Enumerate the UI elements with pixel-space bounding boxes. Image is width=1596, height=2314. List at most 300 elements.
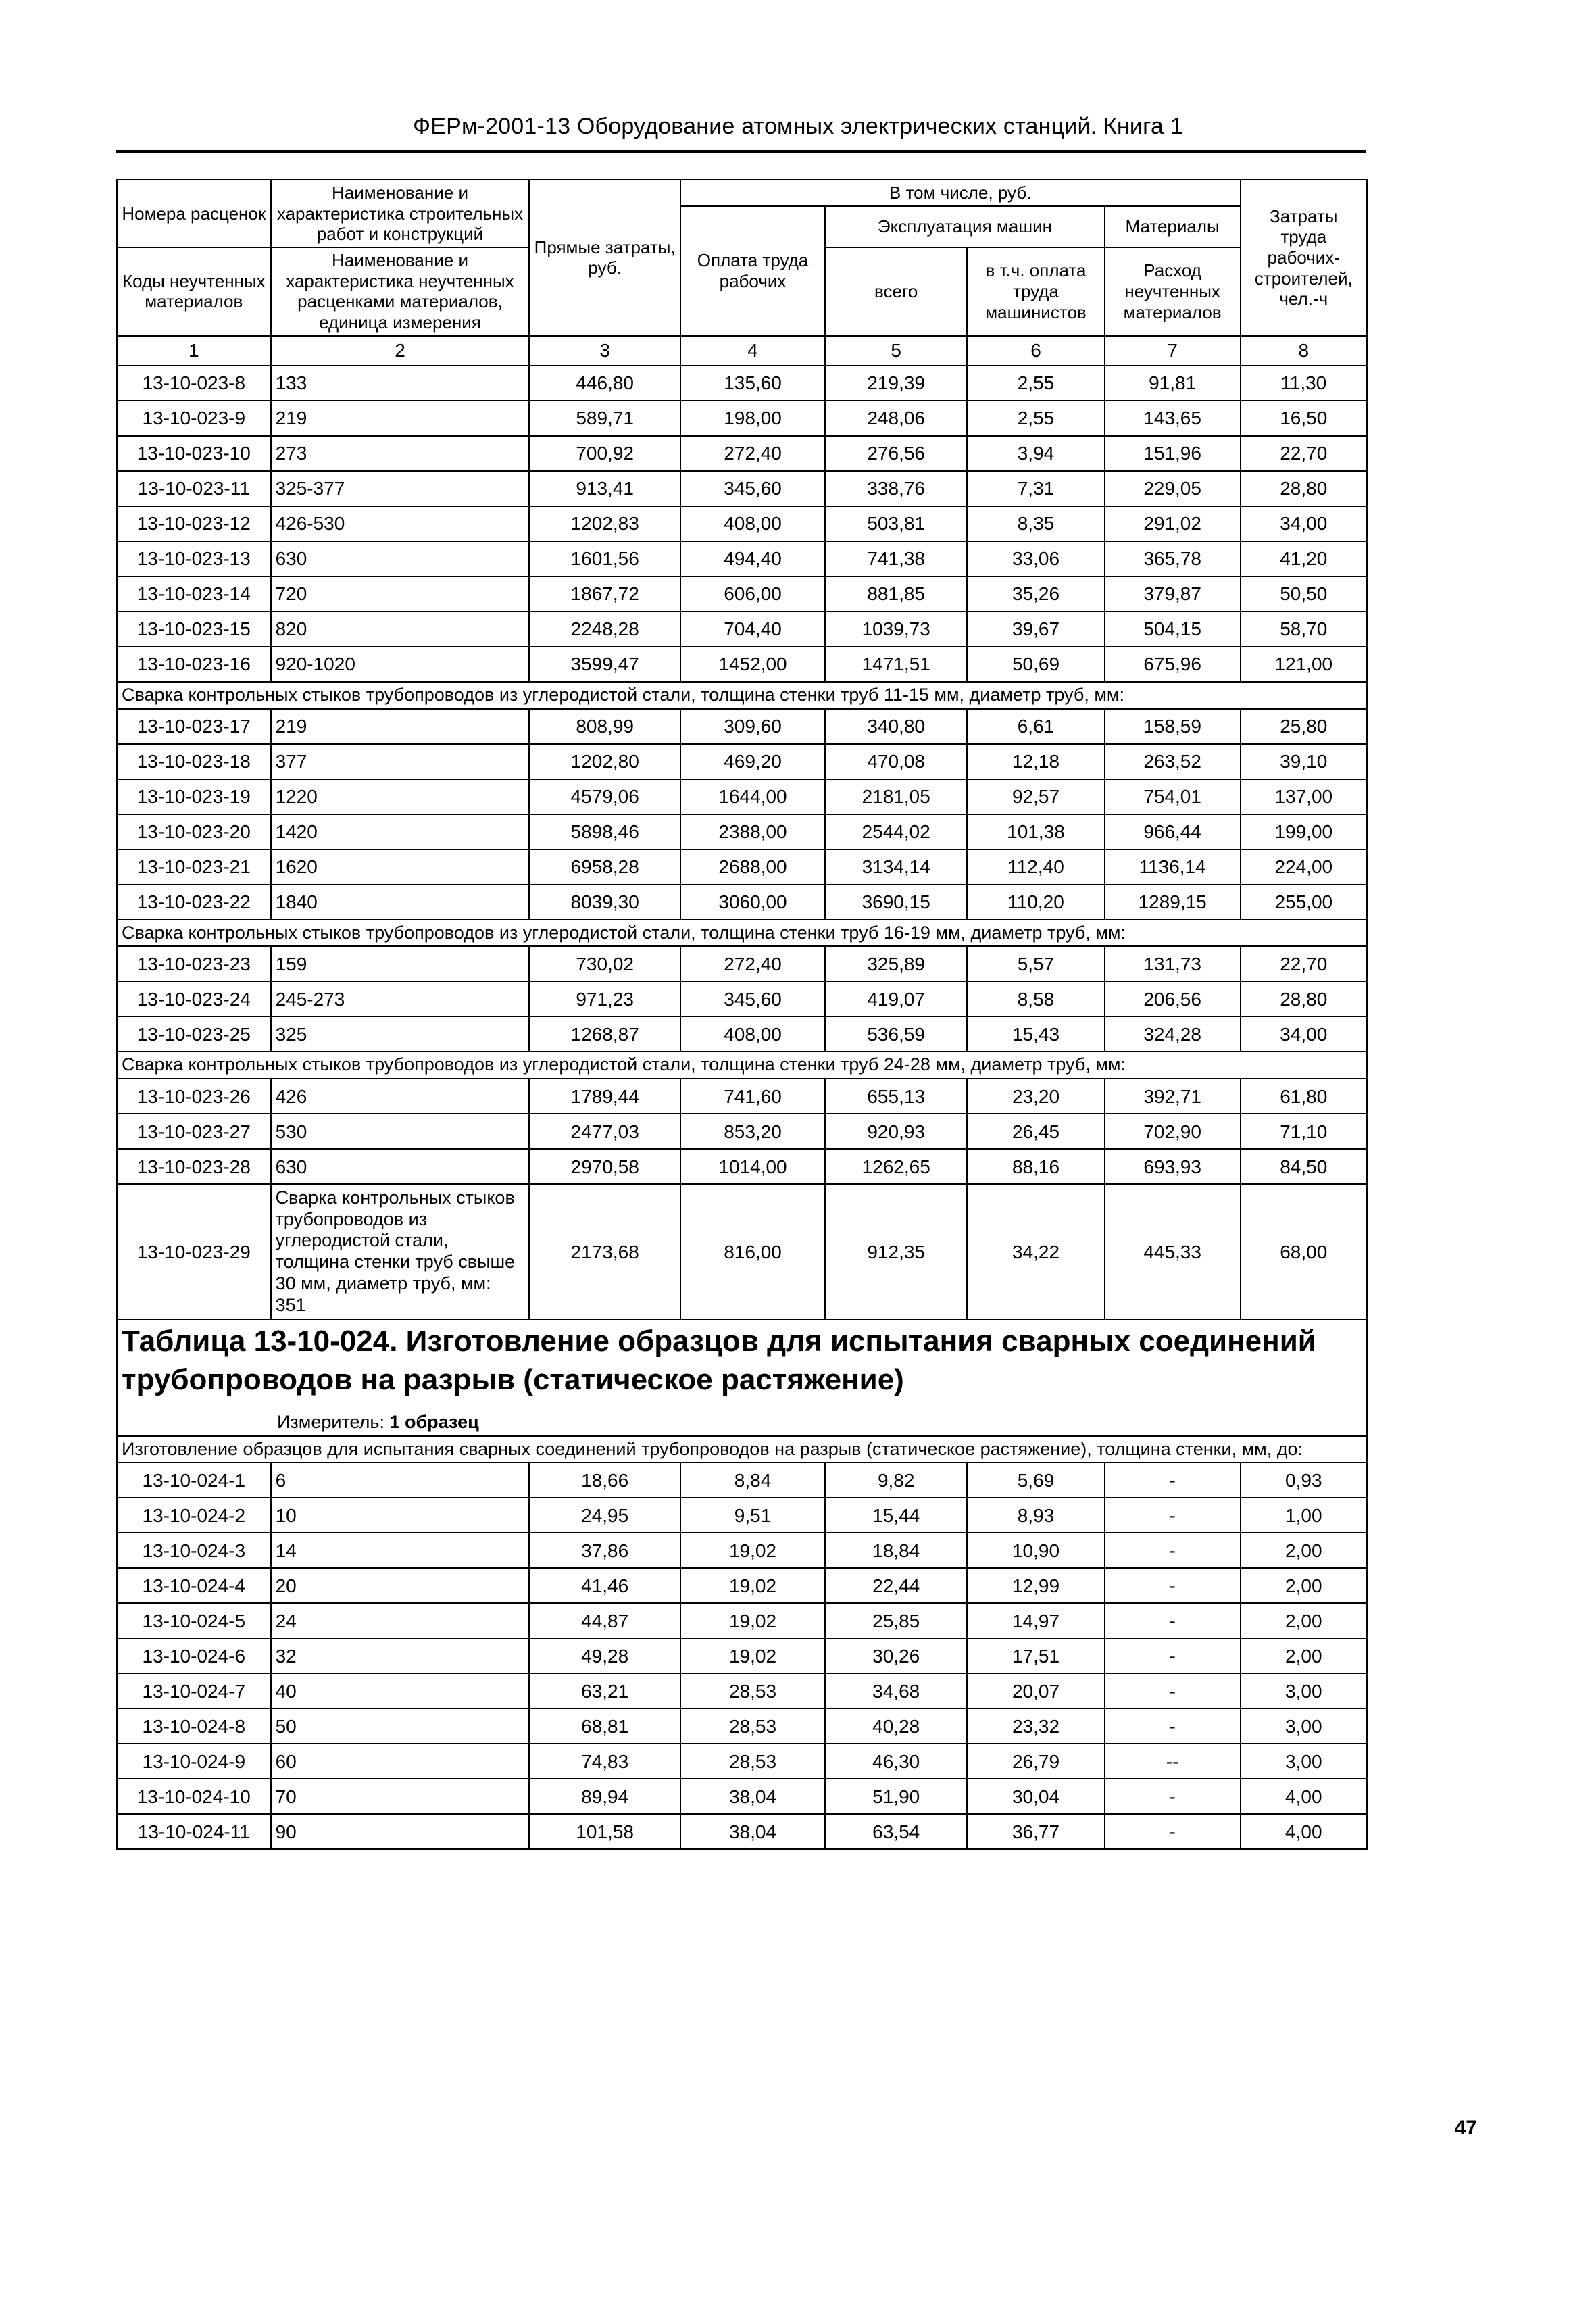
row-material-consumption: 754,01 bbox=[1105, 779, 1241, 814]
row-material-consumption: 324,28 bbox=[1105, 1016, 1241, 1052]
row-material-consumption: - bbox=[1105, 1568, 1241, 1603]
table-row bbox=[117, 1603, 1367, 1638]
row-machines-total: 1471,51 bbox=[825, 647, 967, 682]
table-024-title-row bbox=[117, 1319, 1367, 1435]
row-name: 6 bbox=[271, 1462, 530, 1498]
row-worker-pay: 3060,00 bbox=[680, 885, 825, 920]
row-machinist-pay: 112,40 bbox=[967, 850, 1104, 885]
row-labor-costs: 28,80 bbox=[1241, 981, 1367, 1016]
column-number-row bbox=[117, 336, 1367, 366]
row-labor-costs: 4,00 bbox=[1241, 1814, 1367, 1849]
row-worker-pay: 408,00 bbox=[680, 506, 825, 541]
row-direct-costs: 1202,83 bbox=[529, 506, 680, 541]
table-024-title: Таблица 13-10-024. Изготовление образцов для испытания сварных соединений трубопроводов на разрыв (статическое растяжение) bbox=[122, 1325, 1316, 1397]
row-machinist-pay: 36,77 bbox=[967, 1814, 1104, 1849]
row-code: 13-10-024-8 bbox=[117, 1708, 271, 1744]
row-name: 720 bbox=[271, 576, 530, 612]
table-row bbox=[117, 779, 1367, 814]
col-number-1: 1 bbox=[117, 336, 271, 366]
row-code: 13-10-023-25 bbox=[117, 1016, 271, 1052]
row-worker-pay: 198,00 bbox=[680, 401, 825, 436]
row-material-consumption: 151,96 bbox=[1105, 436, 1241, 471]
row-machinist-pay: 35,26 bbox=[967, 576, 1104, 612]
row-labor-costs: 61,80 bbox=[1241, 1079, 1367, 1114]
row-material-consumption: 675,96 bbox=[1105, 647, 1241, 682]
row-direct-costs: 446,80 bbox=[529, 366, 680, 401]
row-material-consumption: 392,71 bbox=[1105, 1079, 1241, 1114]
row-code: 13-10-023-17 bbox=[117, 709, 271, 744]
table-row bbox=[117, 885, 1367, 920]
row-code: 13-10-023-11 bbox=[117, 471, 271, 506]
row-material-consumption: 229,05 bbox=[1105, 471, 1241, 506]
row-machines-total: 881,85 bbox=[825, 576, 967, 612]
row-machines-total: 9,82 bbox=[825, 1462, 967, 1498]
row-direct-costs: 3599,47 bbox=[529, 647, 680, 682]
running-head-rule bbox=[116, 150, 1366, 153]
col-number-2: 2 bbox=[271, 336, 530, 366]
row-name: 14 bbox=[271, 1533, 530, 1568]
row-direct-costs: 18,66 bbox=[529, 1462, 680, 1498]
row-name: 1420 bbox=[271, 814, 530, 850]
row-labor-costs: 1,00 bbox=[1241, 1498, 1367, 1533]
row-code: 13-10-024-6 bbox=[117, 1638, 271, 1673]
row-worker-pay: 345,60 bbox=[680, 981, 825, 1016]
row-machinist-pay: 101,38 bbox=[967, 814, 1104, 850]
header-cell-group-machines: Эксплуатация машин bbox=[825, 206, 1105, 247]
row-code: 13-10-024-9 bbox=[117, 1744, 271, 1779]
row-worker-pay: 19,02 bbox=[680, 1568, 825, 1603]
row-code: 13-10-023-22 bbox=[117, 885, 271, 920]
row-code: 13-10-023-24 bbox=[117, 981, 271, 1016]
row-name: 70 bbox=[271, 1779, 530, 1814]
row-code: 13-10-023-26 bbox=[117, 1079, 271, 1114]
row-machinist-pay: 110,20 bbox=[967, 885, 1104, 920]
row-material-consumption: 445,33 bbox=[1105, 1184, 1241, 1319]
header-cell-name-top: Наименование и характеристика строительных работ и конструкций bbox=[271, 180, 530, 247]
row-labor-costs: 2,00 bbox=[1241, 1603, 1367, 1638]
row-machines-total: 2181,05 bbox=[825, 779, 967, 814]
row-machines-total: 18,84 bbox=[825, 1533, 967, 1568]
row-machinist-pay: 12,18 bbox=[967, 744, 1104, 779]
row-direct-costs: 5898,46 bbox=[529, 814, 680, 850]
row-machinist-pay: 2,55 bbox=[967, 401, 1104, 436]
table-head bbox=[117, 180, 1367, 366]
table-row bbox=[117, 1673, 1367, 1708]
row-worker-pay: 28,53 bbox=[680, 1673, 825, 1708]
table-row bbox=[117, 541, 1367, 576]
header-row-1 bbox=[117, 180, 1367, 206]
table-row bbox=[117, 1779, 1367, 1814]
row-labor-costs: 71,10 bbox=[1241, 1114, 1367, 1149]
table-row bbox=[117, 981, 1367, 1016]
row-machinist-pay: 92,57 bbox=[967, 779, 1104, 814]
row-code: 13-10-023-20 bbox=[117, 814, 271, 850]
section-title-row bbox=[117, 920, 1367, 947]
row-machines-total: 25,85 bbox=[825, 1603, 967, 1638]
row-machinist-pay: 2,55 bbox=[967, 366, 1104, 401]
row-direct-costs: 700,92 bbox=[529, 436, 680, 471]
header-cell-labor-costs: Затраты труда рабочих-строителей, чел.-ч bbox=[1241, 180, 1367, 336]
row-direct-costs: 1268,87 bbox=[529, 1016, 680, 1052]
row-material-consumption: -- bbox=[1105, 1744, 1241, 1779]
row-worker-pay: 135,60 bbox=[680, 366, 825, 401]
row-code: 13-10-024-7 bbox=[117, 1673, 271, 1708]
row-labor-costs: 255,00 bbox=[1241, 885, 1367, 920]
row-worker-pay: 606,00 bbox=[680, 576, 825, 612]
row-machines-total: 340,80 bbox=[825, 709, 967, 744]
row-name: 60 bbox=[271, 1744, 530, 1779]
row-worker-pay: 469,20 bbox=[680, 744, 825, 779]
row-labor-costs: 25,80 bbox=[1241, 709, 1367, 744]
table-024-description-row bbox=[117, 1436, 1367, 1463]
row-worker-pay: 19,02 bbox=[680, 1638, 825, 1673]
row-code: 13-10-024-2 bbox=[117, 1498, 271, 1533]
table-row bbox=[117, 1114, 1367, 1149]
row-labor-costs: 137,00 bbox=[1241, 779, 1367, 814]
section-title-row bbox=[117, 682, 1367, 709]
row-code: 13-10-024-11 bbox=[117, 1814, 271, 1849]
row-code: 13-10-023-10 bbox=[117, 436, 271, 471]
row-worker-pay: 2388,00 bbox=[680, 814, 825, 850]
table-row bbox=[117, 744, 1367, 779]
col-number-7: 7 bbox=[1105, 336, 1241, 366]
row-code: 13-10-024-1 bbox=[117, 1462, 271, 1498]
row-machines-total: 15,44 bbox=[825, 1498, 967, 1533]
row-labor-costs: 121,00 bbox=[1241, 647, 1367, 682]
row-name: 377 bbox=[271, 744, 530, 779]
table-row bbox=[117, 1814, 1367, 1849]
row-direct-costs: 101,58 bbox=[529, 1814, 680, 1849]
table-024-title-cell bbox=[117, 1319, 1367, 1435]
row-worker-pay: 1452,00 bbox=[680, 647, 825, 682]
table-row bbox=[117, 1533, 1367, 1568]
row-material-consumption: - bbox=[1105, 1603, 1241, 1638]
row-machinist-pay: 17,51 bbox=[967, 1638, 1104, 1673]
table-row bbox=[117, 1498, 1367, 1533]
col-number-4: 4 bbox=[680, 336, 825, 366]
row-machinist-pay: 14,97 bbox=[967, 1603, 1104, 1638]
table-row bbox=[117, 709, 1367, 744]
row-code: 13-10-024-10 bbox=[117, 1779, 271, 1814]
row-name: 1620 bbox=[271, 850, 530, 885]
row-machinist-pay: 88,16 bbox=[967, 1149, 1104, 1184]
row-machinist-pay: 10,90 bbox=[967, 1533, 1104, 1568]
row-machinist-pay: 6,61 bbox=[967, 709, 1104, 744]
measure-line bbox=[277, 1412, 1362, 1433]
row-worker-pay: 408,00 bbox=[680, 1016, 825, 1052]
row-worker-pay: 741,60 bbox=[680, 1079, 825, 1114]
row-material-consumption: - bbox=[1105, 1708, 1241, 1744]
row-material-consumption: 1289,15 bbox=[1105, 885, 1241, 920]
table-row bbox=[117, 576, 1367, 612]
row-machinist-pay: 33,06 bbox=[967, 541, 1104, 576]
row-machinist-pay: 8,93 bbox=[967, 1498, 1104, 1533]
row-name: 630 bbox=[271, 1149, 530, 1184]
row-labor-costs: 41,20 bbox=[1241, 541, 1367, 576]
row-machines-total: 419,07 bbox=[825, 981, 967, 1016]
row-material-consumption: 291,02 bbox=[1105, 506, 1241, 541]
row-name: 245-273 bbox=[271, 981, 530, 1016]
row-code: 13-10-024-3 bbox=[117, 1533, 271, 1568]
row-name: 630 bbox=[271, 541, 530, 576]
row-name: 920-1020 bbox=[271, 647, 530, 682]
row-direct-costs: 1202,80 bbox=[529, 744, 680, 779]
row-machines-total: 40,28 bbox=[825, 1708, 967, 1744]
col-number-8: 8 bbox=[1241, 336, 1367, 366]
row-machines-total: 325,89 bbox=[825, 946, 967, 981]
row-direct-costs: 2477,03 bbox=[529, 1114, 680, 1149]
row-labor-costs: 34,00 bbox=[1241, 506, 1367, 541]
row-code: 13-10-023-8 bbox=[117, 366, 271, 401]
table-body bbox=[117, 366, 1367, 1850]
row-worker-pay: 853,20 bbox=[680, 1114, 825, 1149]
row-labor-costs: 28,80 bbox=[1241, 471, 1367, 506]
row-material-consumption: - bbox=[1105, 1462, 1241, 1498]
row-direct-costs: 37,86 bbox=[529, 1533, 680, 1568]
row-name: 1220 bbox=[271, 779, 530, 814]
row-labor-costs: 11,30 bbox=[1241, 366, 1367, 401]
row-name: 219 bbox=[271, 401, 530, 436]
row-name: 133 bbox=[271, 366, 530, 401]
row-name: 10 bbox=[271, 1498, 530, 1533]
row-direct-costs: 1601,56 bbox=[529, 541, 680, 576]
row-direct-costs: 24,95 bbox=[529, 1498, 680, 1533]
row-material-consumption: 143,65 bbox=[1105, 401, 1241, 436]
row-direct-costs: 2173,68 bbox=[529, 1184, 680, 1319]
row-machines-total: 248,06 bbox=[825, 401, 967, 436]
table-row bbox=[117, 1708, 1367, 1744]
row-direct-costs: 63,21 bbox=[529, 1673, 680, 1708]
row-machinist-pay: 7,31 bbox=[967, 471, 1104, 506]
row-name: 159 bbox=[271, 946, 530, 981]
table-row bbox=[117, 471, 1367, 506]
row-machinist-pay: 8,35 bbox=[967, 506, 1104, 541]
row-labor-costs: 22,70 bbox=[1241, 946, 1367, 981]
row-machinist-pay: 23,32 bbox=[967, 1708, 1104, 1744]
table-row bbox=[117, 1079, 1367, 1114]
row-direct-costs: 913,41 bbox=[529, 471, 680, 506]
row-code: 13-10-023-27 bbox=[117, 1114, 271, 1149]
row-machines-total: 338,76 bbox=[825, 471, 967, 506]
row-name: 530 bbox=[271, 1114, 530, 1149]
row-machinist-pay: 12,99 bbox=[967, 1568, 1104, 1603]
table-row bbox=[117, 401, 1367, 436]
row-direct-costs: 2248,28 bbox=[529, 612, 680, 647]
row-direct-costs: 2970,58 bbox=[529, 1149, 680, 1184]
row-worker-pay: 38,04 bbox=[680, 1814, 825, 1849]
row-name: 50 bbox=[271, 1708, 530, 1744]
table-row bbox=[117, 366, 1367, 401]
row-labor-costs: 2,00 bbox=[1241, 1568, 1367, 1603]
row-direct-costs: 971,23 bbox=[529, 981, 680, 1016]
row-machinist-pay: 8,58 bbox=[967, 981, 1104, 1016]
row-code: 13-10-024-4 bbox=[117, 1568, 271, 1603]
col-number-6: 6 bbox=[967, 336, 1104, 366]
row-labor-costs: 224,00 bbox=[1241, 850, 1367, 885]
row-direct-costs: 89,94 bbox=[529, 1779, 680, 1814]
row-machines-total: 1039,73 bbox=[825, 612, 967, 647]
row-machines-total: 3134,14 bbox=[825, 850, 967, 885]
header-cell-material-consumption: Расход неучтенных материалов bbox=[1105, 247, 1241, 336]
row-material-consumption: - bbox=[1105, 1533, 1241, 1568]
row-code: 13-10-023-21 bbox=[117, 850, 271, 885]
row-labor-costs: 68,00 bbox=[1241, 1184, 1367, 1319]
row-material-consumption: 158,59 bbox=[1105, 709, 1241, 744]
row-machines-total: 22,44 bbox=[825, 1568, 967, 1603]
row-machines-total: 63,54 bbox=[825, 1814, 967, 1849]
row-direct-costs: 49,28 bbox=[529, 1638, 680, 1673]
row-machinist-pay: 5,57 bbox=[967, 946, 1104, 981]
row-name: 24 bbox=[271, 1603, 530, 1638]
row-name: 40 bbox=[271, 1673, 530, 1708]
row-name: 219 bbox=[271, 709, 530, 744]
header-cell-group-materials: Материалы bbox=[1105, 206, 1241, 247]
table-row bbox=[117, 1462, 1367, 1498]
row-labor-costs: 4,00 bbox=[1241, 1779, 1367, 1814]
table-row bbox=[117, 1568, 1367, 1603]
row-material-consumption: 966,44 bbox=[1105, 814, 1241, 850]
row-worker-pay: 272,40 bbox=[680, 436, 825, 471]
section-title: Сварка контрольных стыков трубопроводов из углеродистой стали, толщина стенки труб 11-15 мм, диаметр труб, мм: bbox=[117, 682, 1367, 709]
row-worker-pay: 2688,00 bbox=[680, 850, 825, 885]
row-labor-costs: 39,10 bbox=[1241, 744, 1367, 779]
row-worker-pay: 38,04 bbox=[680, 1779, 825, 1814]
row-code: 13-10-023-12 bbox=[117, 506, 271, 541]
row-name: 325 bbox=[271, 1016, 530, 1052]
table-row bbox=[117, 1149, 1367, 1184]
header-cell-machinist-pay: в т.ч. оплата труда машинистов bbox=[967, 247, 1104, 336]
row-direct-costs: 730,02 bbox=[529, 946, 680, 981]
header-cell-direct-costs: Прямые затраты, руб. bbox=[529, 180, 680, 336]
row-direct-costs: 1789,44 bbox=[529, 1079, 680, 1114]
row-name: 90 bbox=[271, 1814, 530, 1849]
row-machinist-pay: 23,20 bbox=[967, 1079, 1104, 1114]
row-worker-pay: 345,60 bbox=[680, 471, 825, 506]
row-labor-costs: 0,93 bbox=[1241, 1462, 1367, 1498]
row-labor-costs: 50,50 bbox=[1241, 576, 1367, 612]
row-machines-total: 219,39 bbox=[825, 366, 967, 401]
row-machines-total: 30,26 bbox=[825, 1638, 967, 1673]
header-cell-codes-bottom: Коды неучтенных материалов bbox=[117, 247, 271, 336]
row-direct-costs: 1867,72 bbox=[529, 576, 680, 612]
row-labor-costs: 3,00 bbox=[1241, 1708, 1367, 1744]
header-cell-worker-pay: Оплата труда рабочих bbox=[680, 206, 825, 336]
row-name: 426-530 bbox=[271, 506, 530, 541]
row-code: 13-10-023-9 bbox=[117, 401, 271, 436]
measure-label: Измеритель: bbox=[277, 1411, 384, 1432]
pricing-table-container bbox=[116, 179, 1368, 1850]
table-row bbox=[117, 436, 1367, 471]
row-machinist-pay: 20,07 bbox=[967, 1673, 1104, 1708]
row-direct-costs: 74,83 bbox=[529, 1744, 680, 1779]
row-labor-costs: 22,70 bbox=[1241, 436, 1367, 471]
row-labor-costs: 3,00 bbox=[1241, 1673, 1367, 1708]
row-code: 13-10-023-29 bbox=[117, 1184, 271, 1319]
row-material-consumption: - bbox=[1105, 1498, 1241, 1533]
row-machinist-pay: 26,45 bbox=[967, 1114, 1104, 1149]
row-code: 13-10-023-13 bbox=[117, 541, 271, 576]
row-machinist-pay: 26,79 bbox=[967, 1744, 1104, 1779]
section-title: Сварка контрольных стыков трубопроводов из углеродистой стали, толщина стенки труб 16-19 мм, диаметр труб, мм: bbox=[117, 920, 1367, 947]
row-labor-costs: 84,50 bbox=[1241, 1149, 1367, 1184]
row-code: 13-10-023-15 bbox=[117, 612, 271, 647]
row-name: 325-377 bbox=[271, 471, 530, 506]
row-code: 13-10-023-18 bbox=[117, 744, 271, 779]
row-name: Сварка контрольных стыков трубопроводов из углеродистой стали, толщина стенки труб свыше 30 мм, диаметр труб, мм: 351 bbox=[271, 1184, 530, 1319]
table-row bbox=[117, 506, 1367, 541]
row-worker-pay: 1014,00 bbox=[680, 1149, 825, 1184]
row-worker-pay: 19,02 bbox=[680, 1603, 825, 1638]
row-material-consumption: 504,15 bbox=[1105, 612, 1241, 647]
row-machines-total: 34,68 bbox=[825, 1673, 967, 1708]
table-row bbox=[117, 1638, 1367, 1673]
row-labor-costs: 16,50 bbox=[1241, 401, 1367, 436]
row-machines-total: 46,30 bbox=[825, 1744, 967, 1779]
row-labor-costs: 34,00 bbox=[1241, 1016, 1367, 1052]
row-machinist-pay: 30,04 bbox=[967, 1779, 1104, 1814]
row-worker-pay: 272,40 bbox=[680, 946, 825, 981]
row-labor-costs: 2,00 bbox=[1241, 1533, 1367, 1568]
col-number-5: 5 bbox=[825, 336, 967, 366]
row-name: 273 bbox=[271, 436, 530, 471]
row-code: 13-10-023-14 bbox=[117, 576, 271, 612]
row-code: 13-10-023-16 bbox=[117, 647, 271, 682]
row-labor-costs: 2,00 bbox=[1241, 1638, 1367, 1673]
row-material-consumption: 1136,14 bbox=[1105, 850, 1241, 885]
row-worker-pay: 1644,00 bbox=[680, 779, 825, 814]
row-name: 426 bbox=[271, 1079, 530, 1114]
table-row bbox=[117, 1016, 1367, 1052]
row-machines-total: 741,38 bbox=[825, 541, 967, 576]
row-machinist-pay: 15,43 bbox=[967, 1016, 1104, 1052]
running-head: ФЕРм-2001-13 Оборудование атомных электрических станций. Книга 1 bbox=[413, 114, 1183, 139]
table-row bbox=[117, 946, 1367, 981]
table-row bbox=[117, 1744, 1367, 1779]
row-material-consumption: 702,90 bbox=[1105, 1114, 1241, 1149]
row-material-consumption: - bbox=[1105, 1638, 1241, 1673]
row-material-consumption: 379,87 bbox=[1105, 576, 1241, 612]
section-title-row bbox=[117, 1052, 1367, 1079]
row-code: 13-10-024-5 bbox=[117, 1603, 271, 1638]
table-row bbox=[117, 612, 1367, 647]
row-worker-pay: 9,51 bbox=[680, 1498, 825, 1533]
row-labor-costs: 199,00 bbox=[1241, 814, 1367, 850]
row-machines-total: 1262,65 bbox=[825, 1149, 967, 1184]
header-cell-machines-total: всего bbox=[825, 247, 967, 336]
measure-value: 1 образец bbox=[389, 1411, 479, 1432]
row-material-consumption: 365,78 bbox=[1105, 541, 1241, 576]
page-number: 47 bbox=[1454, 2117, 1477, 2139]
row-worker-pay: 494,40 bbox=[680, 541, 825, 576]
row-direct-costs: 808,99 bbox=[529, 709, 680, 744]
table-row bbox=[117, 1184, 1367, 1319]
row-machines-total: 912,35 bbox=[825, 1184, 967, 1319]
row-material-consumption: 693,93 bbox=[1105, 1149, 1241, 1184]
row-machines-total: 920,93 bbox=[825, 1114, 967, 1149]
row-machines-total: 3690,15 bbox=[825, 885, 967, 920]
row-name: 820 bbox=[271, 612, 530, 647]
row-worker-pay: 309,60 bbox=[680, 709, 825, 744]
row-direct-costs: 8039,30 bbox=[529, 885, 680, 920]
pricing-table bbox=[116, 179, 1368, 1850]
section-title: Сварка контрольных стыков трубопроводов из углеродистой стали, толщина стенки труб 24-28 мм, диаметр труб, мм: bbox=[117, 1052, 1367, 1079]
row-machinist-pay: 3,94 bbox=[967, 436, 1104, 471]
row-direct-costs: 4579,06 bbox=[529, 779, 680, 814]
row-labor-costs: 3,00 bbox=[1241, 1744, 1367, 1779]
row-name: 20 bbox=[271, 1568, 530, 1603]
row-material-consumption: - bbox=[1105, 1779, 1241, 1814]
row-direct-costs: 6958,28 bbox=[529, 850, 680, 885]
